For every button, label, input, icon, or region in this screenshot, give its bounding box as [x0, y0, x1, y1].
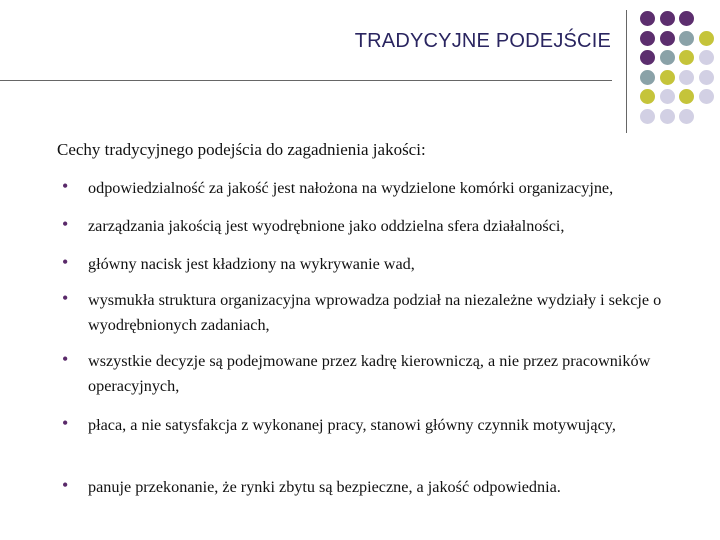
decorative-dot [660, 50, 675, 65]
decorative-dot [640, 50, 655, 65]
decorative-dot [699, 50, 714, 65]
bullet-text: panuje przekonanie, że rynki zbytu są bezpieczne, a jakość odpowiednia. [88, 478, 561, 496]
decorative-dot [679, 11, 694, 26]
decorative-dot [660, 109, 675, 124]
bullet-icon: • [62, 475, 69, 495]
title-divider-horizontal [0, 80, 612, 81]
decorative-dot [699, 89, 714, 104]
bullet-text: odpowiedzialność za jakość jest nałożona na wydzielone komórki organizacyjne, [88, 179, 614, 197]
bullet-icon: • [62, 288, 69, 308]
decorative-dot [679, 70, 694, 85]
decorative-dot [640, 11, 655, 26]
bullet-icon: • [62, 252, 69, 272]
decorative-dot [699, 31, 714, 46]
slide-title: TRADYCYJNE PODEJŚCIE [354, 30, 611, 52]
bullet-text: wszystkie decyzje są podejmowane przez kadrę kierowniczą, a nie przez pracowników operacyjnych, [88, 352, 651, 395]
decorative-dot [660, 70, 675, 85]
decorative-dot [660, 11, 675, 26]
decorative-dot [640, 89, 655, 104]
bullet-text: wysmukła struktura organizacyjna wprowadza podział na niezależne wydziały i sekcje o wyodrębnionych zadaniach, [88, 291, 662, 334]
decorative-dot [679, 50, 694, 65]
decorative-dot [679, 109, 694, 124]
bullet-icon: • [62, 349, 69, 369]
bullet-icon: • [62, 413, 69, 433]
decorative-dot [679, 89, 694, 104]
section-heading: Cechy tradycyjnego podejścia do zagadnienia jakości: [57, 140, 426, 159]
decorative-dot [640, 70, 655, 85]
bullet-text: zarządzania jakością jest wyodrębnione jako oddzielna sfera działalności, [88, 217, 565, 235]
decorative-dot [640, 31, 655, 46]
bullet-text: główny nacisk jest kładziony na wykrywanie wad, [88, 255, 415, 273]
bullet-icon: • [62, 214, 69, 234]
bullet-icon: • [62, 176, 69, 196]
decorative-dot [660, 31, 675, 46]
decorative-dot [699, 70, 714, 85]
decorative-dot [660, 89, 675, 104]
title-divider-vertical [626, 10, 627, 133]
bullet-text: płaca, a nie satysfakcja z wykonanej pracy, stanowi główny czynnik motywujący, [88, 416, 616, 434]
decorative-dot [640, 109, 655, 124]
decorative-dot [679, 31, 694, 46]
